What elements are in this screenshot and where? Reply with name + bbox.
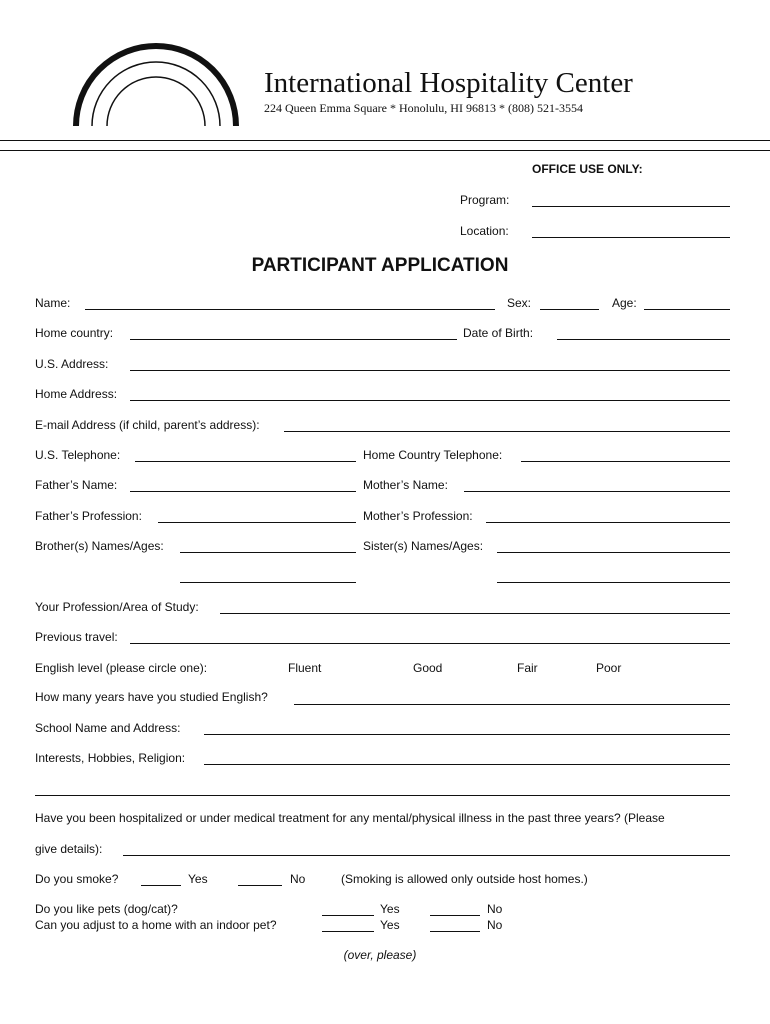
years-english-label: How many years have you studied English?: [35, 690, 268, 704]
age-field[interactable]: [644, 309, 730, 310]
home-phone-field[interactable]: [521, 461, 730, 462]
interests-label: Interests, Hobbies, Religion:: [35, 751, 186, 765]
program-label: Program:: [460, 193, 510, 207]
pets-no-blank[interactable]: [430, 915, 480, 916]
indoor-pet-yes-blank[interactable]: [322, 931, 374, 932]
mother-name-label: Mother’s Name:: [363, 478, 448, 492]
your-profession-field[interactable]: [220, 613, 730, 614]
indoor-pet-no-label: No: [487, 918, 503, 932]
dob-label: Date of Birth:: [463, 326, 534, 340]
smoke-no-blank[interactable]: [238, 885, 282, 886]
home-address-field[interactable]: [130, 400, 730, 401]
smoke-label: Do you smoke?: [35, 872, 119, 886]
us-address-field[interactable]: [130, 370, 730, 371]
english-option-poor[interactable]: Poor: [596, 661, 622, 675]
pets-no-label: No: [487, 902, 503, 916]
english-option-fluent[interactable]: Fluent: [288, 661, 322, 675]
home-country-label: Home country:: [35, 326, 114, 340]
over-please-note: (over, please): [343, 948, 417, 962]
us-phone-field[interactable]: [135, 461, 356, 462]
smoke-yes-label: Yes: [188, 872, 208, 886]
previous-travel-field[interactable]: [130, 643, 730, 644]
form-title: PARTICIPANT APPLICATION: [251, 255, 509, 276]
english-option-fair[interactable]: Fair: [517, 661, 538, 675]
ihc-logo: [70, 38, 245, 130]
brothers-field-2[interactable]: [180, 582, 356, 583]
interests-field-2[interactable]: [35, 795, 730, 796]
brothers-field[interactable]: [180, 552, 356, 553]
header-divider-top: [0, 140, 770, 141]
father-profession-label: Father’s Profession:: [35, 509, 142, 523]
sisters-field-2[interactable]: [497, 582, 730, 583]
sex-label: Sex:: [507, 296, 532, 310]
mother-name-field[interactable]: [464, 491, 730, 492]
location-field[interactable]: [532, 237, 730, 238]
smoke-no-label: No: [290, 872, 306, 886]
details-field[interactable]: [123, 855, 730, 856]
us-phone-label: U.S. Telephone:: [35, 448, 121, 462]
age-label: Age:: [612, 296, 637, 310]
sisters-field[interactable]: [497, 552, 730, 553]
org-name: International Hospitality Center: [264, 67, 633, 99]
interests-field[interactable]: [204, 764, 730, 765]
brothers-label: Brother(s) Names/Ages:: [35, 539, 164, 553]
school-field[interactable]: [204, 734, 730, 735]
mother-profession-label: Mother’s Profession:: [363, 509, 473, 523]
us-address-label: U.S. Address:: [35, 357, 109, 371]
indoor-pet-label: Can you adjust to a home with an indoor pet?: [35, 918, 277, 932]
location-label: Location:: [460, 224, 509, 238]
home-address-label: Home Address:: [35, 387, 118, 401]
your-profession-label: Your Profession/Area of Study:: [35, 600, 199, 614]
pets-yes-blank[interactable]: [322, 915, 374, 916]
previous-travel-label: Previous travel:: [35, 630, 118, 644]
smoke-yes-blank[interactable]: [141, 885, 181, 886]
years-english-field[interactable]: [294, 704, 730, 705]
org-address: 224 Queen Emma Square * Honolulu, HI 96813 * (808) 521-3554: [264, 101, 583, 115]
father-name-field[interactable]: [130, 491, 356, 492]
program-field[interactable]: [532, 206, 730, 207]
father-name-label: Father’s Name:: [35, 478, 118, 492]
name-field[interactable]: [85, 309, 495, 310]
office-use-heading: OFFICE USE ONLY:: [532, 162, 643, 176]
home-phone-label: Home Country Telephone:: [363, 448, 503, 462]
header-divider-bottom: [0, 150, 770, 151]
home-country-field[interactable]: [130, 339, 457, 340]
smoke-note: (Smoking is allowed only outside host homes.): [341, 872, 588, 886]
pets-yes-label: Yes: [380, 902, 400, 916]
school-label: School Name and Address:: [35, 721, 181, 735]
indoor-pet-yes-label: Yes: [380, 918, 400, 932]
email-field[interactable]: [284, 431, 730, 432]
sisters-label: Sister(s) Names/Ages:: [363, 539, 484, 553]
mother-profession-field[interactable]: [486, 522, 730, 523]
english-option-good[interactable]: Good: [413, 661, 443, 675]
pets-label: Do you like pets (dog/cat)?: [35, 902, 178, 916]
hospitalized-question: Have you been hospitalized or under medical treatment for any mental/physical illness in the past three years? (Please: [35, 811, 665, 825]
indoor-pet-no-blank[interactable]: [430, 931, 480, 932]
sex-field[interactable]: [540, 309, 599, 310]
name-label: Name:: [35, 296, 71, 310]
english-level-label: English level (please circle one):: [35, 661, 208, 675]
email-label: E-mail Address (if child, parent’s address):: [35, 418, 260, 432]
give-details-label: give details):: [35, 842, 103, 856]
dob-field[interactable]: [557, 339, 730, 340]
father-profession-field[interactable]: [158, 522, 356, 523]
